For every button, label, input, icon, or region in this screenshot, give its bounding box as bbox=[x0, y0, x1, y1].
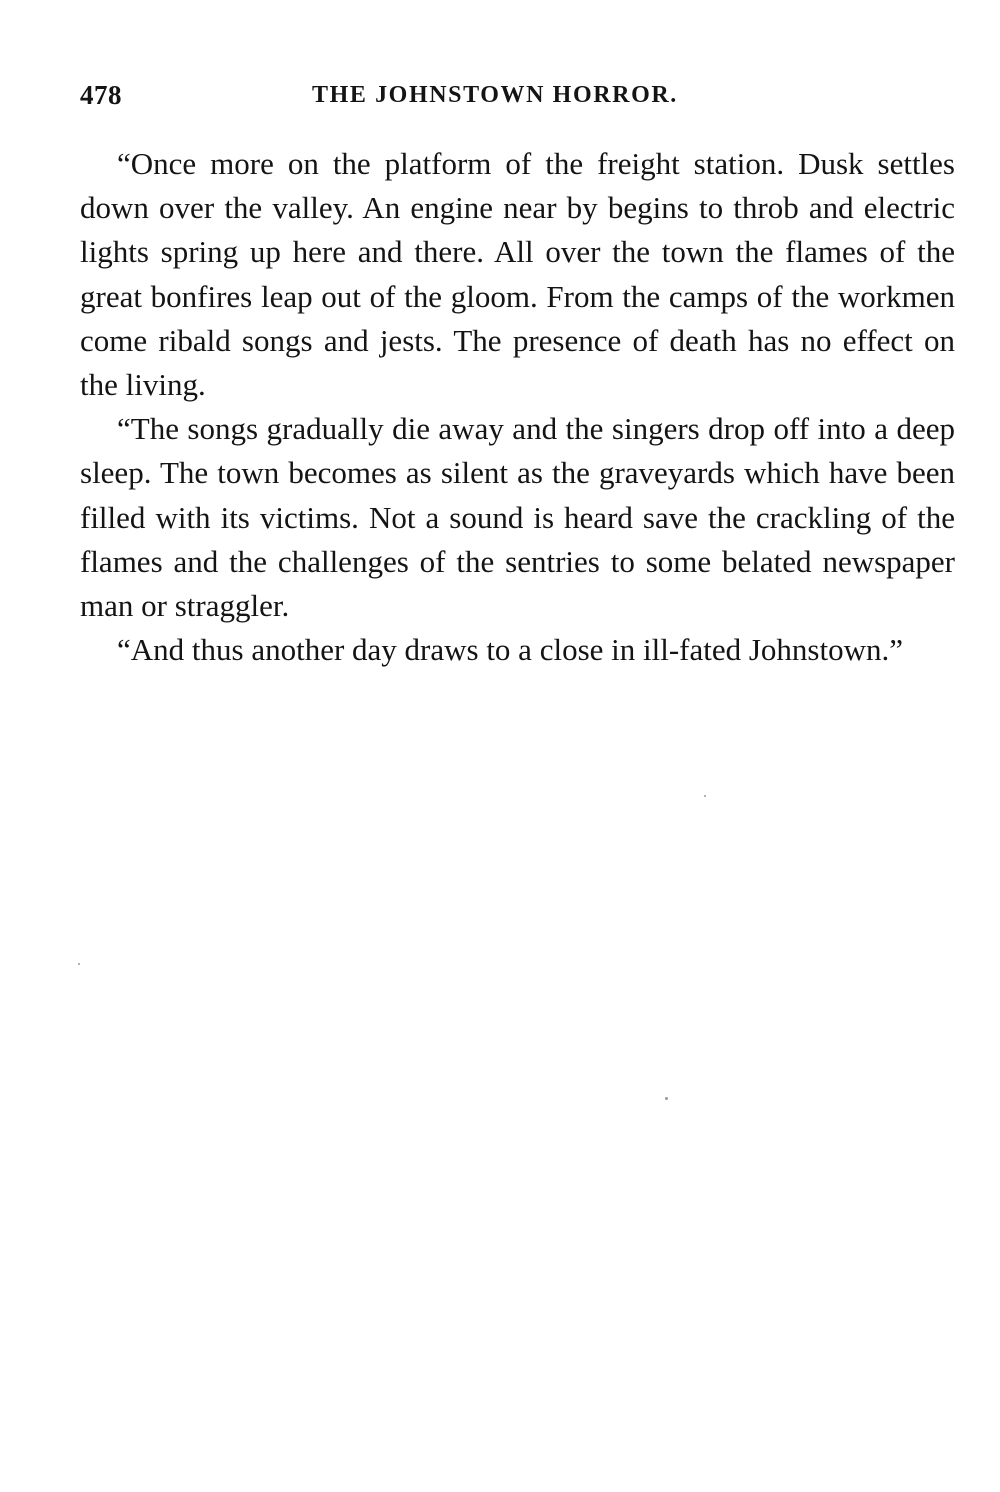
scan-speck bbox=[78, 963, 80, 965]
paragraph-day-closes: “And thus another day draws to a close in ill-fated Johnstown.” bbox=[117, 632, 904, 668]
paragraph-songs-die-away: “The songs gradually die away and the singers drop off into a deep sleep. The town becomes as silent as the graveyards which have been filled with its victims. Not a sound is heard save the crackling of the flames and the challenges of the sentries to some belated newspaper man or straggler. bbox=[80, 411, 955, 624]
running-head bbox=[80, 80, 955, 114]
scan-speck bbox=[704, 795, 706, 797]
paragraph-freight-station: “Once more on the platform of the freight station. Dusk settles down over the valley. An engine near by begins to throb and electric lights spring up here and there. All over the town the flames of the great bonfires leap out of the gloom. From the camps of the workmen come ribald songs and jests. The presence of death has no effect on the living. bbox=[80, 146, 955, 403]
running-title: THE JOHNSTOWN HORROR. bbox=[312, 82, 678, 108]
page-number: 478 bbox=[80, 80, 122, 110]
body-text bbox=[80, 142, 955, 672]
scan-speck bbox=[665, 1097, 668, 1100]
